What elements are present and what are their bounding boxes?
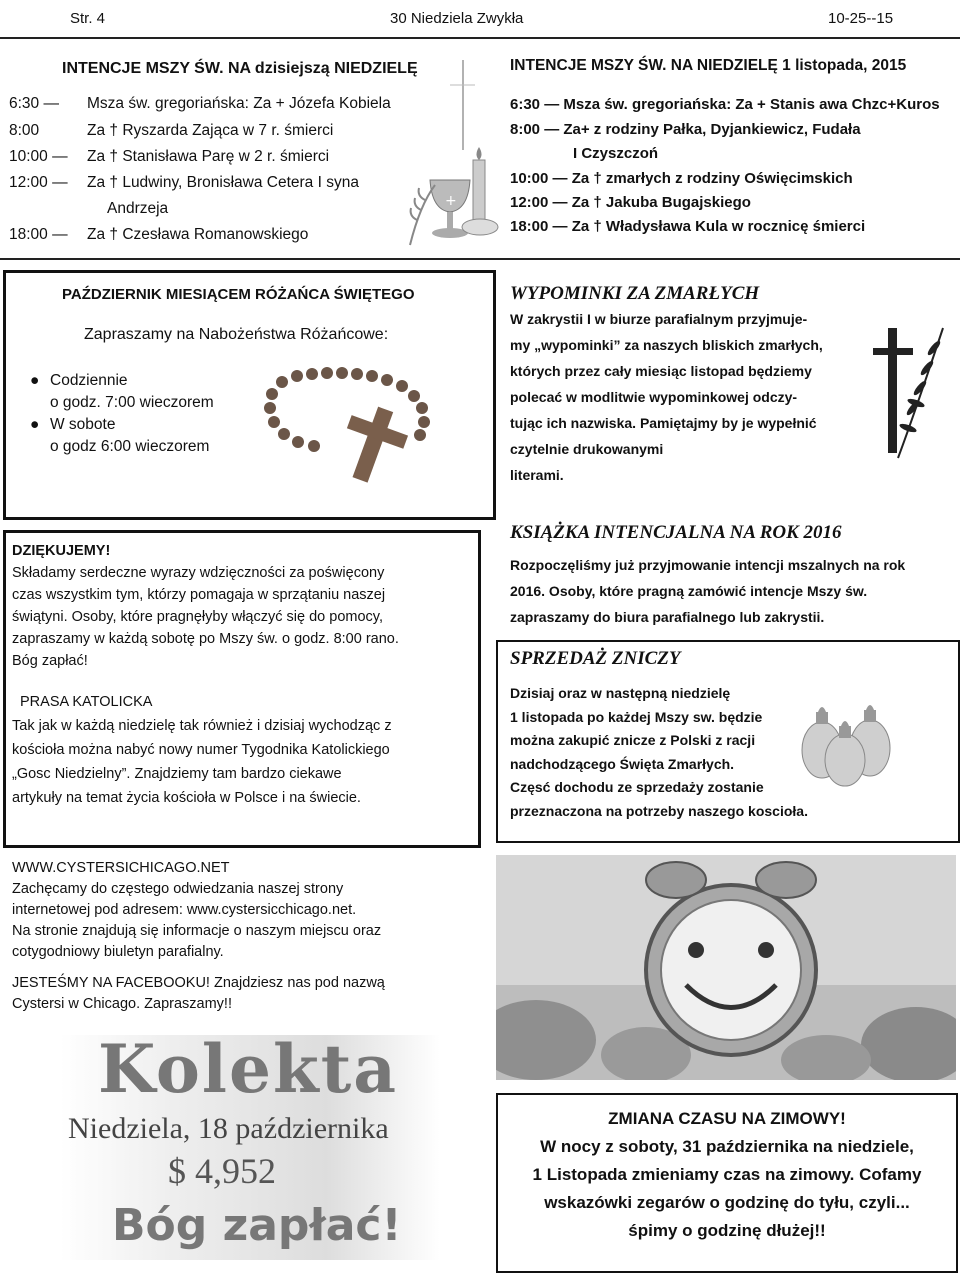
intention-row: 6:30 — Msza św. gregoriańska: Za + Józefa Kobiela bbox=[9, 95, 391, 112]
znicze-text: Dzisiaj oraz w następną niedzielę 1 listopada po każdej Mszy sw. będzie można zakupić znicze z Polski z racji nadchodzącego Święta Zmarłych. Częsć dochodu ze sprzedaży zostanie przeznaczona na potrzeby naszego koscioła. bbox=[510, 685, 808, 819]
header-rule bbox=[0, 37, 960, 39]
intention-row: 12:00 — Za † Jakuba Bugajskiego bbox=[510, 194, 751, 211]
chalice-illustration bbox=[405, 55, 505, 255]
znicze-title: SPRZEDAŻ ZNICZY bbox=[510, 648, 681, 669]
wypominki-title: WYPOMINKI ZA ZMARŁYCH bbox=[510, 283, 760, 304]
page-number: Str. 4 bbox=[70, 10, 106, 27]
intention-row: 8:00 Za † Ryszarda Zająca w 7 r. śmierci bbox=[9, 122, 334, 139]
rosary-title: PAŹDZIERNIK MIESIĄCEM RÓŻAŃCA ŚWIĘTEGO bbox=[62, 286, 415, 303]
thanks-title: DZIĘKUJEMY! bbox=[12, 543, 111, 559]
kolekta-amount: $ 4,952 bbox=[168, 1151, 276, 1191]
facebook-line: JESTEŚMY NA FACEBOOKU! Znajdziesz nas pod nazwą bbox=[12, 975, 385, 991]
right-intentions-title: INTENCJE MSZY ŚW. NA NIEDZIELĘ 1 listopada, 2015 bbox=[510, 57, 907, 74]
list-item: ● W sobote bbox=[30, 414, 214, 436]
intention-row: Andrzeja bbox=[107, 200, 169, 217]
wypominki-text: W zakrystii I w biurze parafialnym przyjmuje- my „wypominki” za naszych bliskich zmarłych, których przez cały miesiąc listopad będziemy polecać w modlitwie wypominkowej odczy- tując ich nazwiska. Pamiętajmy by je wypełnić czytelnie drukowanymi literami. bbox=[510, 311, 823, 483]
kolekta-title: Kolekta bbox=[98, 1030, 398, 1108]
intention-row: 18:00 — Za † Władysława Kula w rocznicę śmierci bbox=[510, 218, 866, 235]
issue-title: 30 Niedziela Zwykła bbox=[390, 10, 524, 27]
intention-row: 8:00 — Za+ z rodziny Pałka, Dyjankiewicz, Fudała bbox=[510, 121, 861, 138]
left-intentions-title: INTENCJE MSZY ŚW. NA dzisiejszą NIEDZIELĘ bbox=[62, 60, 418, 77]
bullet-icon: ● bbox=[30, 416, 40, 433]
svg-text:+: + bbox=[445, 193, 457, 209]
intention-row: I Czyszczoń bbox=[573, 145, 659, 162]
clock-pumpkins-image bbox=[496, 855, 956, 1080]
web-section: WWW.CYSTERSICHICAGO.NET Zachęcamy do częstego odwiedzania naszej strony internetowej pod adresem: www.cystersicchicago.net. Na stronie znajdują się informacje o naszym miejscu oraz cotygodniowy biuletyn parafialny. JESTEŚMY NA FACEBOOKU! Znajdziesz nas pod nazwą Cystersi w Chicago. Zapraszamy!! bbox=[12, 858, 468, 1015]
intention-row: 18:00 — Za † Czesława Romanowskiego bbox=[9, 226, 309, 243]
prasa-section: PRASA KATOLICKA Tak jak w każdą niedzielę tak również i dzisiaj wychodząc z kościoła można nabyć nowy numer Tygodnika Katolickiego „Gosc Niedzielny”. Znajdziemy tam bardzo ciekawe artykuły na temat życia kościoła w Polsce i na świecie. bbox=[12, 690, 452, 810]
kolekta-thanks: Bóg zapłać! bbox=[112, 1200, 402, 1251]
list-item: o godz 6:00 wieczorem bbox=[50, 438, 210, 455]
web-title: WWW.CYSTERSICHICAGO.NET bbox=[12, 860, 230, 876]
cross-icon bbox=[868, 318, 948, 468]
section-rule bbox=[0, 258, 960, 260]
list-item: o godz. 7:00 wieczorem bbox=[50, 394, 214, 411]
bullet-icon: ● bbox=[30, 372, 40, 389]
rosary-image bbox=[262, 362, 442, 492]
candles-image bbox=[790, 690, 910, 790]
time-change-text: ZMIANA CZASU NA ZIMOWY! W nocy z soboty, 31 października na niedziele, 1 Listopada zmieniamy czas na zimowy. Cofamy wskazówki zegarów o godzinę do tyłu, czyli... śpimy o godzinę dłużej!! bbox=[532, 1109, 922, 1240]
intention-row: 12:00 — Za † Ludwiny, Bronisława Cetera I syna bbox=[9, 174, 359, 191]
intention-row: 10:00 — Za † Stanisława Parę w 2 r. śmierci bbox=[9, 148, 330, 165]
prasa-title: PRASA KATOLICKA bbox=[20, 694, 153, 710]
ksiazka-text: Rozpoczęliśmy już przyjmowanie intencji mszalnych na rok 2016. Osoby, które pragną zamówić intencje Mszy św. zapraszamy do biura parafialnego lub zakrystii. bbox=[510, 557, 906, 625]
rosary-invite: Zapraszamy na Nabożeństwa Różańcowe: bbox=[84, 326, 389, 343]
list-item: ● Codziennie bbox=[30, 370, 214, 392]
issue-date: 10-25--15 bbox=[828, 10, 894, 27]
ksiazka-title: KSIĄŻKA INTENCJALNA NA ROK 2016 bbox=[510, 522, 842, 543]
intention-row: 10:00 — Za † zmarłych z rodziny Oświęcimskich bbox=[510, 170, 853, 187]
kolekta-date: Niedziela, 18 października bbox=[68, 1112, 389, 1145]
intention-row: 6:30 — Msza św. gregoriańska: Za + Stanis awa Chzc+Kuros bbox=[510, 96, 940, 113]
thanks-section: DZIĘKUJEMY! Składamy serdeczne wyrazy wdzięczności za poświęcony czas wszystkim tym, którzy pomagaja w sprzątaniu naszej świątyni. Osoby, które pragnęłyby włączyć się do pomocy, zapraszamy w każdą sobotę po Mszy św. o godz. 8:00 rano. Bóg zapłać! bbox=[12, 540, 472, 672]
rosary-schedule bbox=[30, 370, 214, 458]
